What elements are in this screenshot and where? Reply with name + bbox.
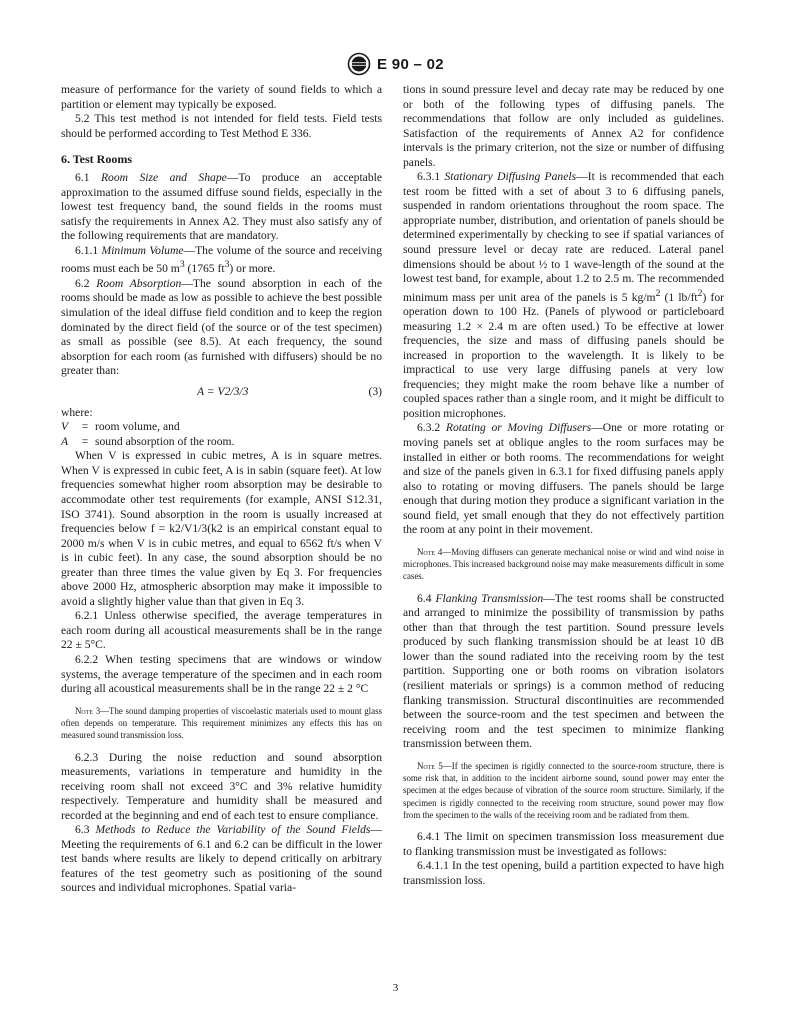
superscript: 3 — [179, 259, 185, 271]
clause-body: ) or more. — [229, 262, 276, 276]
note-4 — [403, 546, 724, 583]
superscript: 2 — [697, 287, 703, 299]
definition-row — [61, 435, 382, 450]
paragraph-6-3-1 — [403, 170, 724, 421]
note-label: Note 5 — [417, 760, 443, 771]
definition-symbol: V — [61, 420, 69, 434]
clause-number: 6.3.1 — [417, 170, 445, 184]
clause-body: —The volume of the source and receiving rooms must each be 50 m — [61, 243, 382, 276]
definition-text: sound absorption of the room. — [95, 434, 235, 448]
superscript: 2 — [655, 287, 661, 299]
paragraph-6-3 — [61, 823, 382, 896]
paragraph-6-2-1: 6.2.1 Unless otherwise specified, the average temperatures in each room during all acoustical measurements shall be in the range 22 ± 5°C. — [61, 609, 382, 652]
note-label: Note 4 — [417, 546, 443, 557]
note-5 — [403, 760, 724, 821]
clause-number: 6.1.1 — [75, 243, 102, 257]
definition-text: room volume, and — [95, 420, 180, 434]
definition-symbol: A — [61, 434, 69, 448]
superscript: 3 — [224, 259, 230, 271]
clause-number: 6.3.2 — [417, 421, 446, 435]
clause-body: —The sound absorption in each of the rooms should be made as low as possible to achieve the best possible simulation of the ideal diffuse field condition and to keep the region dominated by the direct field (of the source or of the test specimen) as small as possible (see 8.5). At each frequency, the sound absorption for each room (as furnished with diffusers) should be no greater than: — [61, 276, 382, 378]
definition-equals: = — [81, 420, 89, 434]
paragraph-6-1-1 — [61, 244, 382, 277]
clause-body: — Meeting the requirements of 6.1 and 6.2 can be difficult in the lower test bands where results are likely to depend critically on arbitrary features of the test geometry such as positioning of the sound sources and individual microphones. Spatial varia- — [61, 823, 382, 895]
paragraph: tions in sound pressure level and decay rate may be reduced by one or both of the following types of diffusing panels. The recommendations that follow are only included as guidelines. Satisfaction of the requirements of Annex A2 for confidence intervals is the primary criterion, not the size or number of diffusing panels. — [403, 83, 724, 169]
paragraph-6-4-1: 6.4.1 The limit on specimen transmission loss measurement due to flanking transmission must be investigated as follows: — [403, 830, 724, 858]
clause-body: —To produce an acceptable approximation to the assumed diffuse sound fields, especially in the lowest test frequency band, the sound fields in the rooms must satisfy the requirements in Annex A2. They must also satisfy any of the following requirements that are mandatory. — [61, 171, 382, 243]
paragraph-6-4 — [403, 592, 724, 752]
clause-number: 6.1 — [75, 171, 101, 185]
clause-number: 6.2 — [75, 276, 97, 290]
clause-body: —It is recommended that each test room be fitted with a set of about 3 to 6 diffusing panels, suspended in random orientations throughout the room space. The appropriate number, distribution, and orientation of panels should be determined experimentally by checking to see if spatial variances of sound pressure level or decay rate are reduced. Lateral panel dimensions should be about ½ to 1 wave-length of the sound at the lowest test band, for example, about 1.2 to 2.5 m. The recommended minimum mass per unit area of the panels is 5 kg/m — [403, 170, 724, 304]
paragraph-6-2 — [61, 277, 382, 379]
clause-number: 6.4 — [417, 591, 436, 605]
where-label: where: — [61, 405, 93, 419]
paragraph-6-1 — [61, 171, 382, 244]
paragraph-5-2: 5.2 This test method is not intended for field tests. Field tests should be performed according to Test Method E 336. — [61, 112, 382, 140]
clause-body: —The test rooms shall be constructed and arranged to minimize the possibility of transmission by paths other than that through the test partition. Sound pressure levels produced by such flanking transmission should be at least 10 dB lower than the sound radiated into the receiving room by the test partition. Supporting one or both rooms on vibration isolators (resilient materials or springs) is a common method of reducing flanking transmission. Structural discontinuities are recommended between the source-room and the test specimen and between the receiving room and the test specimen to minimize flanking transmission between them. — [403, 591, 724, 751]
paragraph-6-2-2: 6.2.2 When testing specimens that are windows or window systems, the average temperature of the specimen and in each room during all acoustical measurements shall be in the range 22 ± 2 °C — [61, 653, 382, 696]
note-text: —If the specimen is rigidly connected to the source-room structure, there is some risk that, in addition to the incident airborne sound, sound power may enter the specimen at the edges because of vibration of the source room structure. Similarly, if the specimen is rigidly connected to the receiving room structure, sound power may flow from the specimen to the walls of the receiving room and be radiated from them. — [403, 760, 724, 820]
section-heading-test-rooms: 6. Test Rooms — [61, 152, 133, 167]
left-column — [61, 83, 382, 896]
note-label: Note 3 — [75, 705, 101, 716]
note-3 — [61, 705, 382, 742]
clause-body: (1765 ft — [184, 262, 225, 276]
clause-title: Rotating or Moving Diffusers — [445, 421, 592, 435]
right-column — [403, 83, 724, 888]
paragraph: measure of performance for the variety of sound fields to which a partition or element may typically be exposed. — [61, 83, 382, 111]
paragraph-6-4-1-1: 6.4.1.1 In the test opening, build a partition expected to have high transmission loss. — [403, 859, 724, 887]
equation-number: (3) — [368, 384, 382, 398]
page-number: 3 — [392, 982, 399, 994]
equation-formula: A = V2/3/3 — [197, 384, 249, 398]
paragraph-6-3-2 — [403, 421, 724, 537]
clause-body: ) for operation down to 100 Hz. (Panels of plywood or particleboard measuring 1.2 × 2.4 m are often used.) To be effective at lower frequencies, the size and mass of diffusing panels should be increased in proportion to the wavelength. It is likely to be impractical to use very large diffusing panels at very low frequencies; they might make the room behave like a number of coupled spaces rather than a single room, and it might be difficult to position microphones. — [403, 290, 724, 420]
astm-logo-icon — [347, 52, 371, 76]
clause-title: Room Absorption — [96, 276, 182, 290]
clause-title: Room Size and Shape — [100, 171, 227, 185]
page-header — [0, 52, 791, 76]
clause-number: 6.3 — [75, 823, 96, 837]
document-designation: E 90 – 02 — [377, 55, 444, 73]
note-text: —The sound damping properties of viscoelastic materials used to mount glass often depends on temperature. This requirement minimizes any effects this has on measured sound transmission loss. — [61, 705, 382, 741]
note-text: —Moving diffusers can generate mechanical noise or wind and wind noise in microphones. This increased background noise may make measurements difficult in some cases. — [403, 546, 724, 582]
clause-body: (1 lb/ft — [660, 290, 698, 304]
clause-body: —One or more rotating or moving panels set at oblique angles to the room surfaces may be installed in either or both rooms. The recommendations for weight and size of the panels given in 6.3.1 for fixed diffusing panels apply also to rotating or moving diffusers. The panels should be large enough that during motion they produce a significant variation in the sound field, yet small enough that they do not effectively partition the room at any point in their movement. — [403, 421, 725, 537]
paragraph-units: When V is expressed in cubic metres, A is in square metres. When V is expressed in cubic feet, A is in sabin (square feet). At low frequencies somewhat higher room absorption may be desirable to accommodate other test requirements (for example, ANSI S12.31, ISO 3741). Sound absorption in the room is usually increased at frequencies below f = k2/V1/3(k2 is an empirical constant equal to 2000 m/s when V is in cubic metres, and equal to 6562 ft/s when V is in cubic feet). In any case, the sound absorption should be no greater than three times the value given by Eq 3. For frequencies above 2000 Hz, atmospheric absorption may make it impossible to avoid a slightly higher value than that given in Eq 3. — [61, 449, 382, 608]
equation-3 — [61, 383, 382, 402]
clause-title: Minimum Volume — [101, 243, 184, 257]
definition-equals: = — [81, 434, 89, 448]
clause-title: Methods to Reduce the Variability of the Sound Fields — [95, 823, 371, 837]
clause-title: Stationary Diffusing Panels — [444, 170, 577, 184]
clause-title: Flanking Transmission — [435, 591, 544, 605]
paragraph-6-2-3: 6.2.3 During the noise reduction and sound absorption measurements, variations in temperature and humidity in the receiving room shall not exceed 3°C and 3% relative humidity respectively. Temperature and humidity shall be measured and recorded at the beginning and end of each test to ensure compliance. — [61, 750, 382, 822]
definition-row — [61, 420, 382, 435]
